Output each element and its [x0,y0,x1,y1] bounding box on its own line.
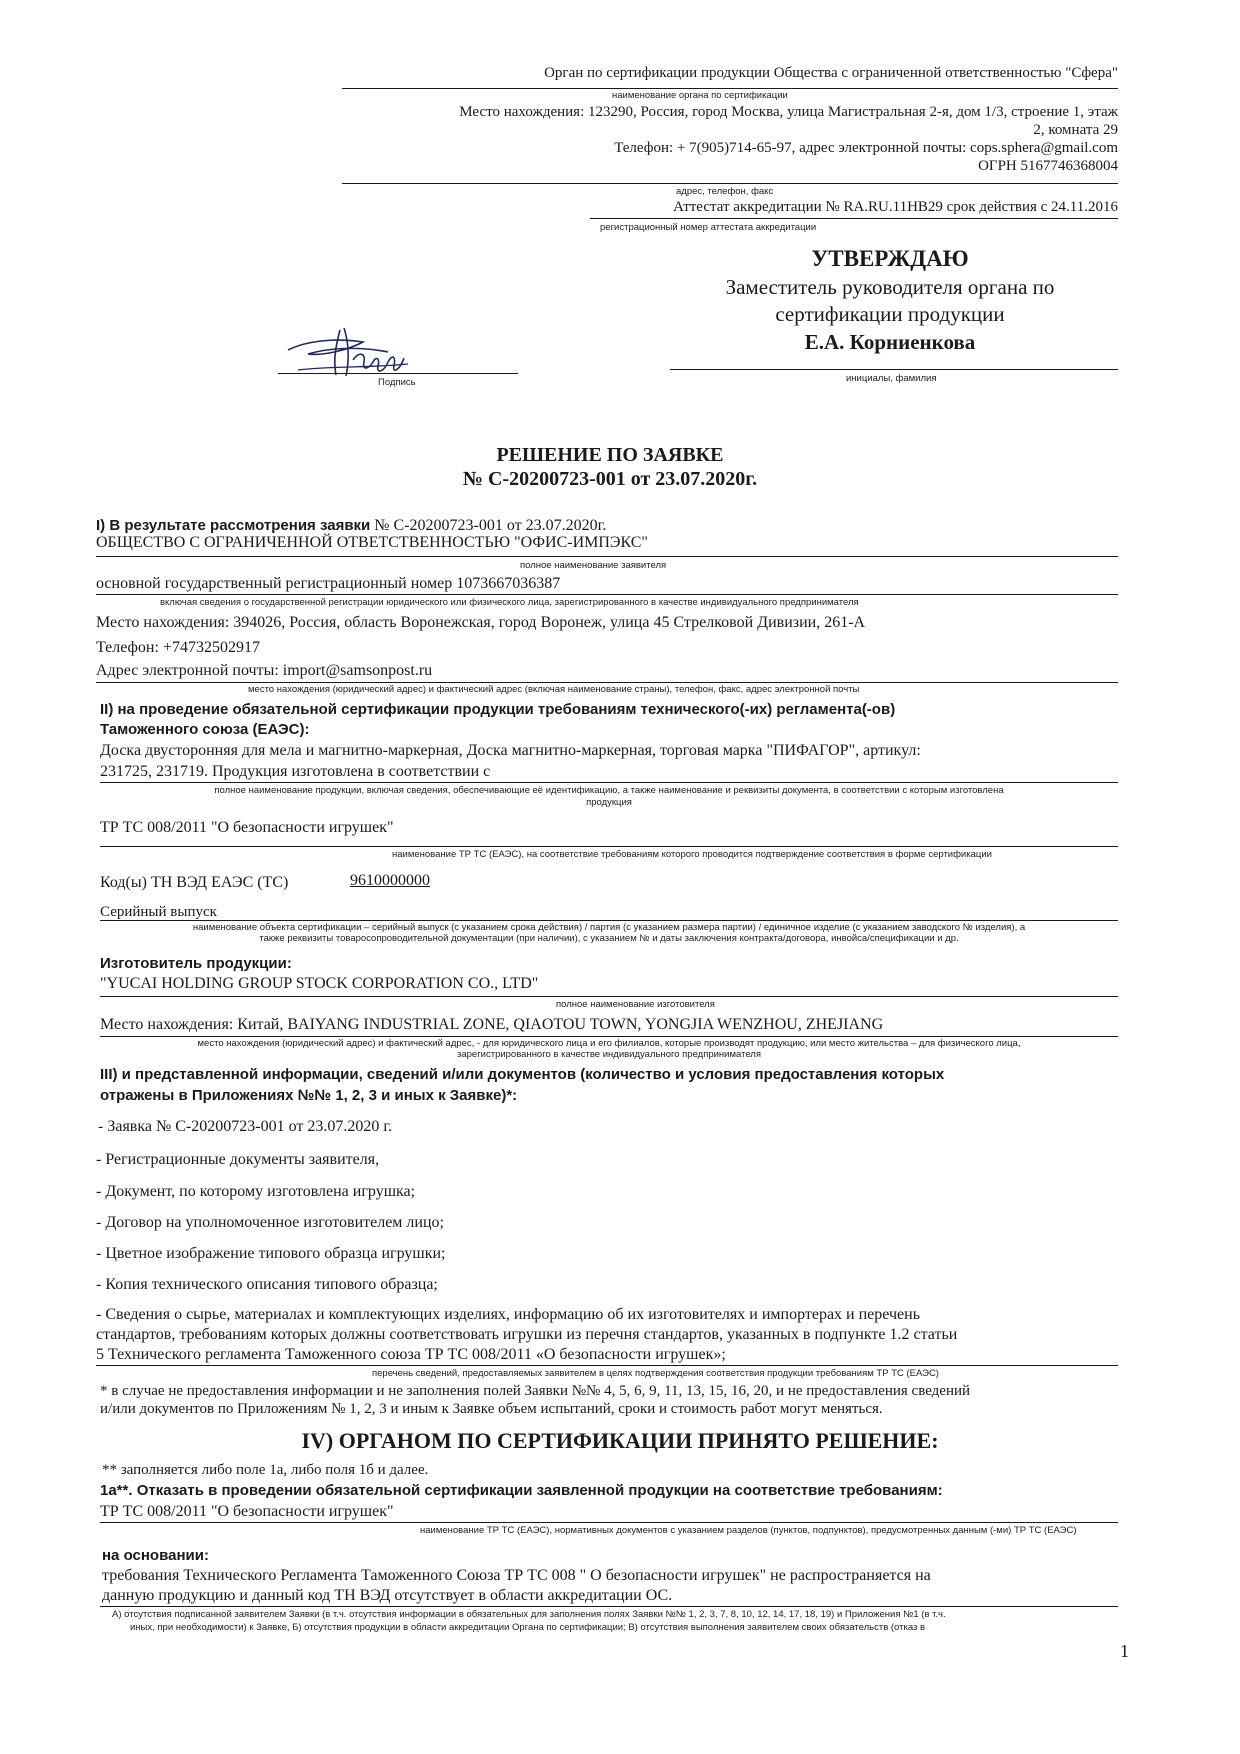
serial-caption-line2: также реквизиты товаросопроводительной документации (при наличии), с указанием № и даты заключения контракта/договора, инвойса/спецификации и др. [259,933,959,944]
basis-line1: требования Технического Регламента Таможенного Союза ТР ТС 008 " О безопасности игрушек" не распространяется на [102,1567,931,1584]
manufacturer-address-caption-line2: зарегистрированного в качестве индивидуального предпринимателя [456,1049,761,1060]
divider [96,556,1118,557]
divider [100,846,1118,847]
approval-name: Е.А. Корниенкова [804,330,976,354]
divider [342,183,1118,184]
organ-address-line2: 2, комната 29 [1033,122,1118,138]
regulation: ТР ТС 008/2011 "О безопасности игрушек" [100,819,394,836]
document-list-item: - Цветное изображение типового образца игрушки; [96,1245,446,1262]
section2-heading-line2: Таможенного союза (ЕАЭС): [100,721,310,738]
applicant-name: ОБЩЕСТВО С ОГРАНИЧЕННОЙ ОТВЕТСТВЕННОСТЬЮ "ОФИС-ИМПЭКС" [96,534,648,551]
tnved-value: 9610000000 [350,872,430,889]
applicant-phone: Телефон: +74732502917 [96,639,260,656]
regulation-caption: наименование ТР ТС (ЕАЭС), на соответствие требованиям которого проводится подтверждение соответствия в форме сертификации [392,849,992,860]
footnote-line1: А) отсутствия подписанной заявителем Заявки (в т.ч. отсутствия информации в обязательных для заполнения полях Заявки №№ 1, 2, 3, 7, 8, 10, 12, 14, 17, 18, 19) и Приложения №1 (в т.ч. [112,1609,946,1620]
note-line2: и/или документов по Приложениям № 1, 2, 3 и иным к Заявке объем испытаний, сроки и стоимость работ могут меняться. [100,1401,883,1417]
divider [278,373,518,374]
manufacturer-caption: полное наименование изготовителя [556,999,715,1010]
manufacturer-label: Изготовитель продукции: [100,955,292,972]
decision-regulation: ТР ТС 008/2011 "О безопасности игрушек" [100,1503,394,1520]
footnote-line2: иных, при необходимости) к Заявке, Б) отсутствия продукции в области аккредитации Органа по сертификации; В) отсутствия выполнения заявителем своих обязательств (отказ в [130,1622,926,1633]
document-list-item: - Копия технического описания типового образца; [96,1276,438,1293]
section1-heading-bold: I) В результате рассмотрения заявки [96,517,371,534]
applicant-address: Место нахождения: 394026, Россия, область Воронежская, город Воронеж, улица 45 Стрелковой Дивизии, 261-А [96,614,866,631]
divider [96,682,1118,683]
address-caption: место нахождения (юридический адрес) и фактический адрес (включая наименование страны), телефон, факс, адрес электронной почты [248,684,860,695]
section3-heading-line1: III) и представленной информации, сведений и/или документов (количество и условия предоставления которых [100,1066,945,1083]
manufacturer-name: "YUCAI HOLDING GROUP STOCK CORPORATION CO., LTD" [100,975,539,992]
organ-contacts-line2: ОГРН 5167746368004 [978,158,1118,174]
basis-line2: данную продукцию и данный код ТН ВЭД отсутствует в области аккредитации ОС. [102,1587,673,1604]
divider [670,369,1118,370]
product-line2: 231725, 231719. Продукция изготовлена в соответствии с [100,763,491,780]
approval-position-line1: Заместитель руководителя органа по [725,275,1055,299]
fill-note: ** заполняется либо поле 1а, либо поля 1б и далее. [102,1462,429,1478]
document-list-item-line1: - Сведения о сырье, материалах и комплектующих изделиях, информацию об их изготовителях и импортерах и перечень [96,1306,920,1323]
manufacturer-address-caption-line1: место нахождения (юридический адрес) и фактический адрес, - для юридического лица и его филиалов, которые производят продукцию, или место жительства – для физического лица, [197,1038,1021,1049]
organ-contacts-line1: Телефон: + 7(905)714-65-97, адрес электронной почты: cops.sphera@gmail.com [614,140,1118,156]
approval-title: УТВЕРЖДАЮ [811,246,969,271]
signature-caption: Подпись [378,377,416,388]
document-list-item: - Регистрационные документы заявителя, [96,1151,380,1168]
decision-regulation-caption: наименование ТР ТС (ЕАЭС), нормативных документов с указанием разделов (пунктов, подпунктов), предусмотренных данным (-ми) ТР ТС (ЕАЭС) [420,1525,1077,1536]
divider [100,996,1118,997]
document-title-line1: РЕШЕНИЕ ПО ЗАЯВКЕ [496,444,724,466]
note-line1: * в случае не предоставления информации и не заполнения полей Заявки №№ 4, 5, 6, 9, 11, 13, 15, 16, 20, и не предоставления сведений [100,1383,971,1399]
organ-name: Орган по сертификации продукции Общества с ограниченной ответственностью "Сфера" [544,65,1118,81]
accreditation: Аттестат аккредитации № RA.RU.11НВ29 срок действия с 24.11.2016 [673,199,1118,215]
divider [100,1606,1118,1607]
serial-release: Серийный выпуск [100,904,217,920]
divider [100,1522,1118,1523]
document-list-item-line3: 5 Технического регламента Таможенного союза ТР ТС 008/2011 «О безопасности игрушек»; [96,1346,726,1363]
divider [590,218,1118,219]
signature-image [278,300,428,388]
section3-heading-line2: отражены в Приложениях №№ 1, 2, 3 и иных к Заявке)*: [100,1087,518,1104]
page-number: 1 [1120,1641,1129,1661]
divider [100,1036,1118,1037]
contacts-caption: адрес, телефон, факс [676,186,774,197]
document-title-line2: № С-20200723-001 от 23.07.2020г. [462,468,758,490]
document-list-item: - Документ, по которому изготовлена игрушка; [96,1183,416,1200]
manufacturer-address: Место нахождения: Китай, BAIYANG INDUSTRIAL ZONE, QIAOTOU TOWN, YONGJIA WENZHOU, ZHEJIANG [100,1016,884,1033]
organ-caption: наименование органа по сертификации [612,90,788,101]
accreditation-caption: регистрационный номер аттестата аккредитации [600,222,817,233]
divider [100,920,1118,921]
ogrn-caption: включая сведения о государственной регистрации юридического или физического лица, зарегистрированного в качестве индивидуального предпринимателя [160,597,859,608]
tnved-label: Код(ы) ТН ВЭД ЕАЭС (ТС) [100,874,289,891]
document-list-item: - Заявка № С-20200723-001 от 23.07.2020 г. [98,1118,393,1135]
product-line1: Доска двусторонняя для мела и магнитно-маркерная, Доска магнитно-маркерная, торговая марка "ПИФАГОР", артикул: [100,742,921,759]
divider [100,782,1118,783]
divider [342,88,1118,89]
product-caption-line1: полное наименование продукции, включая сведения, обеспечивающие её идентификацию, а также наименование и реквизиты документа, в соответствии с которым изготовлена [214,785,1004,796]
name-caption: инициалы, фамилия [846,373,937,384]
applicant-caption: полное наименование заявителя [520,560,667,571]
list-caption: перечень сведений, предоставляемых заявителем в целях подтверждения соответствия продукции требованиям ТР ТС (ЕАЭС) [372,1368,939,1379]
serial-caption-line1: наименование объекта сертификации – серийный выпуск (с указанием срока действия) / партия (с указанием размера партии) / единичное изделие (с указанием заводского № изделия), а [192,922,1026,933]
divider [96,1365,1118,1366]
section2-heading-line1: II) на проведение обязательной сертификации продукции требованиям технического(-их) регламента(-ов) [100,701,896,718]
decision-text: 1а**. Отказать в проведении обязательной сертификации заявленной продукции на соответствие требованиям: [100,1482,943,1499]
applicant-email: Адрес электронной почты: import@samsonpost.ru [96,662,433,679]
applicant-ogrn: основной государственный регистрационный номер 1073667036387 [96,575,561,592]
document-list-item: - Договор на уполномоченное изготовителем лицо; [96,1214,444,1231]
section4-heading: IV) ОРГАНОМ ПО СЕРТИФИКАЦИИ ПРИНЯТО РЕШЕНИЕ: [301,1428,939,1453]
divider [96,594,1118,595]
section1-heading-rest: № С-20200723-001 от 23.07.2020г. [374,517,607,534]
organ-address-line1: Место нахождения: 123290, Россия, город Москва, улица Магистральная 2-я, дом 1/3, строение 1, этаж [459,104,1118,120]
basis-label: на основании: [102,1547,209,1564]
approval-position-line2: сертификации продукции [775,302,1005,326]
product-caption-line2: продукция [586,797,632,808]
document-list-item-line2: стандартов, требованиям которых должны соответствовать игрушки из перечня стандартов, указанных в подпункте 1.2 статьи [96,1326,958,1343]
